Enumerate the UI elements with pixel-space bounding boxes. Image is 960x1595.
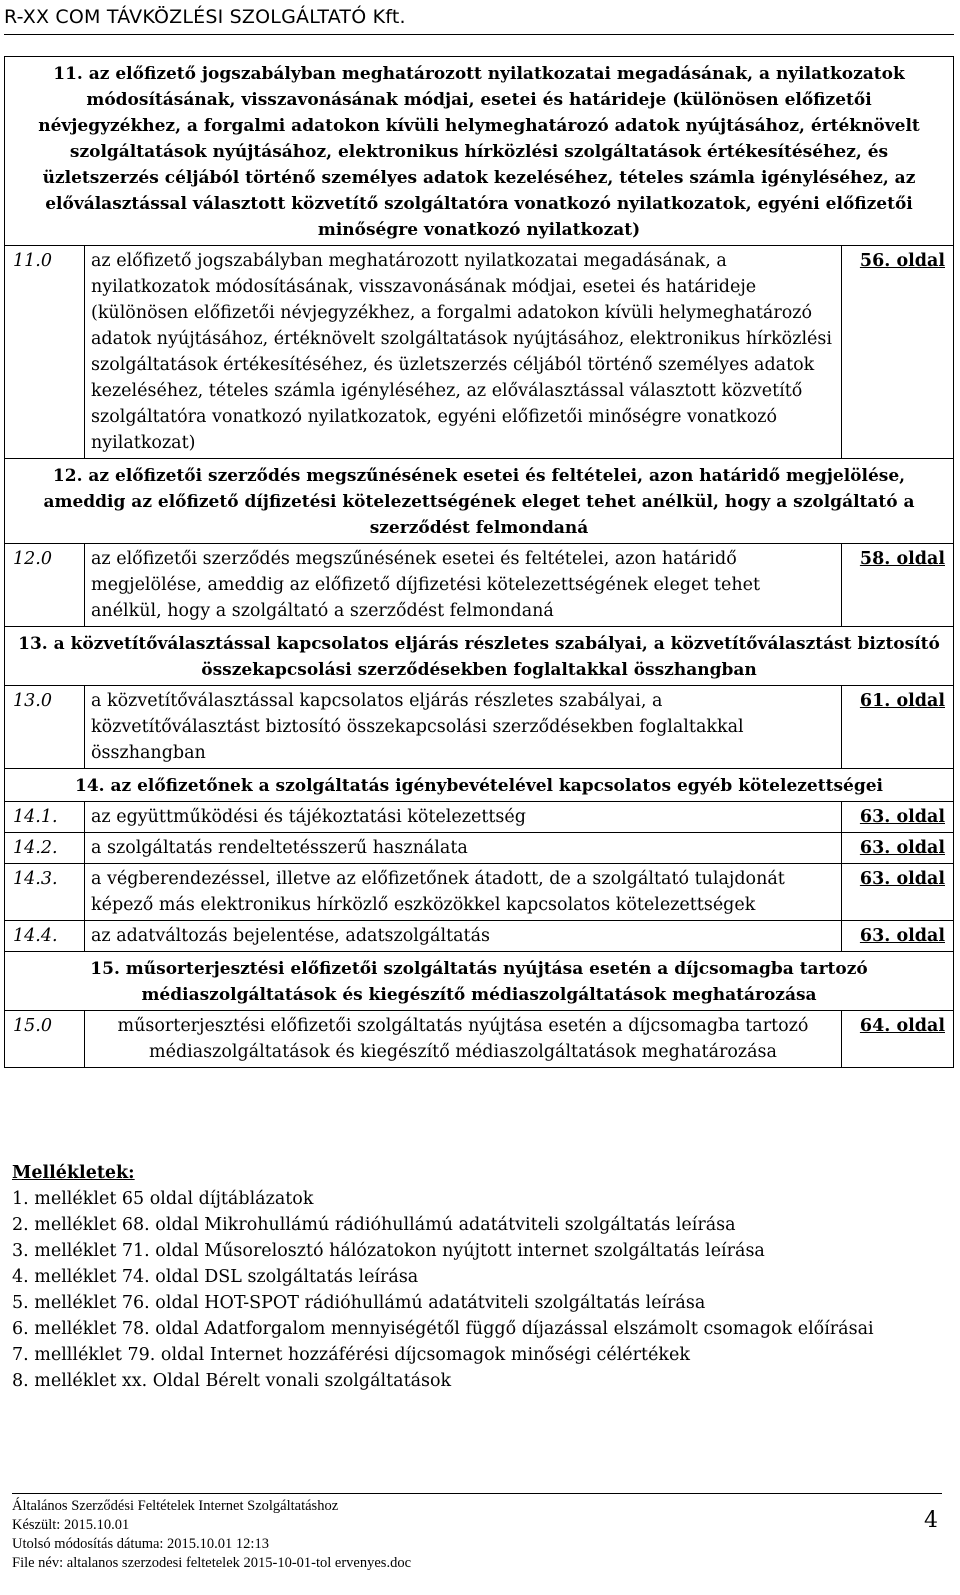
toc-entry-row — [5, 1011, 954, 1068]
annex-list — [12, 1160, 942, 1394]
section-heading: 11. az előfizető jogszabályban meghatározott nyilatkozatai megadásának, a nyilatkozatok módosításának, visszavonásának módjai, esetei és határideje (különösen előfizetői névjegyzékhez, a forgalmi adatokon kívüli helymeghatározó adatok nyújtásához, értéknövelt szolgáltatások nyújtásához, elektronikus hírközlési szolgáltatások értékesítéséhez, és üzletszerzés céljából történő személyes adatok kezeléséhez, tételes számla igényléséhez, az előválasztással választott közvetítő szolgáltatóra vonatkozó nyilatkozatok, egyéni előfizetői minőségre vonatkozó nyilatkozat) — [5, 57, 954, 246]
entry-number: 14.4. — [5, 921, 85, 952]
page-footer — [12, 1497, 952, 1573]
footer-file-name: File név: altalanos szerzodesi feltetelek 2015-10-01-tol ervenyes.doc — [12, 1555, 412, 1571]
toc-body — [5, 57, 954, 1068]
annex-item: 5. melléklet 76. oldal HOT-SPOT rádióhullámú adatátviteli szolgáltatás leírása — [12, 1293, 706, 1313]
footer-created-date: Készült: 2015.10.01 — [12, 1517, 130, 1533]
entry-page-link[interactable]: 64. oldal — [841, 1011, 953, 1068]
header-divider — [4, 34, 954, 35]
entry-page-link[interactable]: 61. oldal — [841, 686, 953, 769]
entry-text: műsorterjesztési előfizetői szolgáltatás nyújtása esetén a díjcsomagba tartozó médiaszolgáltatások és kiegészítő médiaszolgáltatások meghatározása — [85, 1011, 842, 1068]
entry-text: a szolgáltatás rendeltetésszerű használata — [85, 833, 842, 864]
annex-item: 7. mellléklet 79. oldal Internet hozzáférési díjcsomagok minőségi célértékek — [12, 1345, 690, 1365]
toc-entry-row — [5, 246, 954, 459]
section-heading: 13. a közvetítőválasztással kapcsolatos eljárás részletes szabályai, a közvetítőválasztást biztosító összekapcsolási szerződésekben foglaltakkal összhangban — [5, 627, 954, 686]
entry-text: a végberendezéssel, illetve az előfizetőnek átadott, de a szolgáltató tulajdonát képező más elektronikus hírközlő eszközökkel kapcsolatos kötelezettségek — [85, 864, 842, 921]
table-of-contents — [4, 56, 954, 1068]
entry-number: 12.0 — [5, 544, 85, 627]
entry-text: az adatváltozás bejelentése, adatszolgáltatás — [85, 921, 842, 952]
annex-item: 1. melléklet 65 oldal díjtáblázatok — [12, 1189, 314, 1209]
annex-item: 3. melléklet 71. oldal Műsorelosztó hálózatokon nyújtott internet szolgáltatás leírása — [12, 1241, 765, 1261]
footer-modified-date: Utolsó módosítás dátuma: 2015.10.01 12:13 — [12, 1536, 269, 1552]
entry-text: az együttműködési és tájékoztatási kötelezettség — [85, 802, 842, 833]
toc-entry-row — [5, 686, 954, 769]
toc-entry-row — [5, 833, 954, 864]
entry-page-link[interactable]: 63. oldal — [841, 802, 953, 833]
entry-page-link[interactable]: 56. oldal — [841, 246, 953, 459]
entry-page-link[interactable]: 63. oldal — [841, 833, 953, 864]
entry-page-link[interactable]: 58. oldal — [841, 544, 953, 627]
toc-section-row — [5, 627, 954, 686]
page-number: 4 — [924, 1508, 938, 1533]
entry-number: 13.0 — [5, 686, 85, 769]
section-heading: 12. az előfizetői szerződés megszűnésének esetei és feltételei, azon határidő megjelölése, ameddig az előfizető díjfizetési kötelezettségének eleget tehet anélkül, hogy a szolgáltató a szerződést felmondaná — [5, 459, 954, 544]
entry-number: 14.3. — [5, 864, 85, 921]
annex-item: 2. melléklet 68. oldal Mikrohullámú rádióhullámú adatátviteli szolgáltatás leírása — [12, 1215, 736, 1235]
entry-text: a közvetítőválasztással kapcsolatos eljárás részletes szabályai, a közvetítőválasztást biztosító összekapcsolási szerződésekben foglaltakkal összhangban — [85, 686, 842, 769]
footer-document-title: Általános Szerződési Feltételek Internet Szolgáltatáshoz — [12, 1498, 339, 1514]
entry-number: 14.2. — [5, 833, 85, 864]
annex-item: 4. melléklet 74. oldal DSL szolgáltatás leírása — [12, 1267, 419, 1287]
toc-entry-row — [5, 864, 954, 921]
annex-title: Mellékletek: — [12, 1163, 135, 1183]
section-heading: 15. műsorterjesztési előfizetői szolgáltatás nyújtása esetén a díjcsomagba tartozó médiaszolgáltatások és kiegészítő médiaszolgáltatások meghatározása — [5, 952, 954, 1011]
toc-section-row — [5, 57, 954, 246]
toc-section-row — [5, 459, 954, 544]
annex-item: 6. melléklet 78. oldal Adatforgalom mennyiségétől függő díjazással elszámolt csomagok előírásai — [12, 1319, 874, 1339]
toc-section-row — [5, 769, 954, 802]
entry-number: 15.0 — [5, 1011, 85, 1068]
footer-divider — [12, 1493, 942, 1494]
entry-page-link[interactable]: 63. oldal — [841, 864, 953, 921]
entry-text: az előfizetői szerződés megszűnésének esetei és feltételei, azon határidő megjelölése, ameddig az előfizető díjfizetési kötelezettségének eleget tehet anélkül, hogy a szolgáltató a szerződést felmondaná — [85, 544, 842, 627]
company-header: R-XX COM TÁVKÖZLÉSI SZOLGÁLTATÓ Kft. — [4, 6, 406, 28]
entry-text: az előfizető jogszabályban meghatározott nyilatkozatai megadásának, a nyilatkozatok módosításának, visszavonásának módjai, esetei és határideje (különösen előfizetői névjegyzékhez, a forgalmi adatokon kívüli helymeghatározó adatok nyújtásához, értéknövelt szolgáltatások nyújtásához, elektronikus hírközlési szolgáltatások értékesítéséhez, és üzletszerzés céljából történő személyes adatok kezeléséhez, tételes számla igényléséhez, az előválasztással választott közvetítő szolgáltatóra vonatkozó nyilatkozatok, egyéni előfizetői minőségre vonatkozó nyilatkozat) — [85, 246, 842, 459]
toc-entry-row — [5, 921, 954, 952]
entry-number: 14.1. — [5, 802, 85, 833]
annex-item: 8. melléklet xx. Oldal Bérelt vonali szolgáltatások — [12, 1371, 452, 1391]
entry-page-link[interactable]: 63. oldal — [841, 921, 953, 952]
entry-number: 11.0 — [5, 246, 85, 459]
section-heading: 14. az előfizetőnek a szolgáltatás igénybevételével kapcsolatos egyéb kötelezettségei — [5, 769, 954, 802]
toc-entry-row — [5, 802, 954, 833]
toc-entry-row — [5, 544, 954, 627]
toc-section-row — [5, 952, 954, 1011]
